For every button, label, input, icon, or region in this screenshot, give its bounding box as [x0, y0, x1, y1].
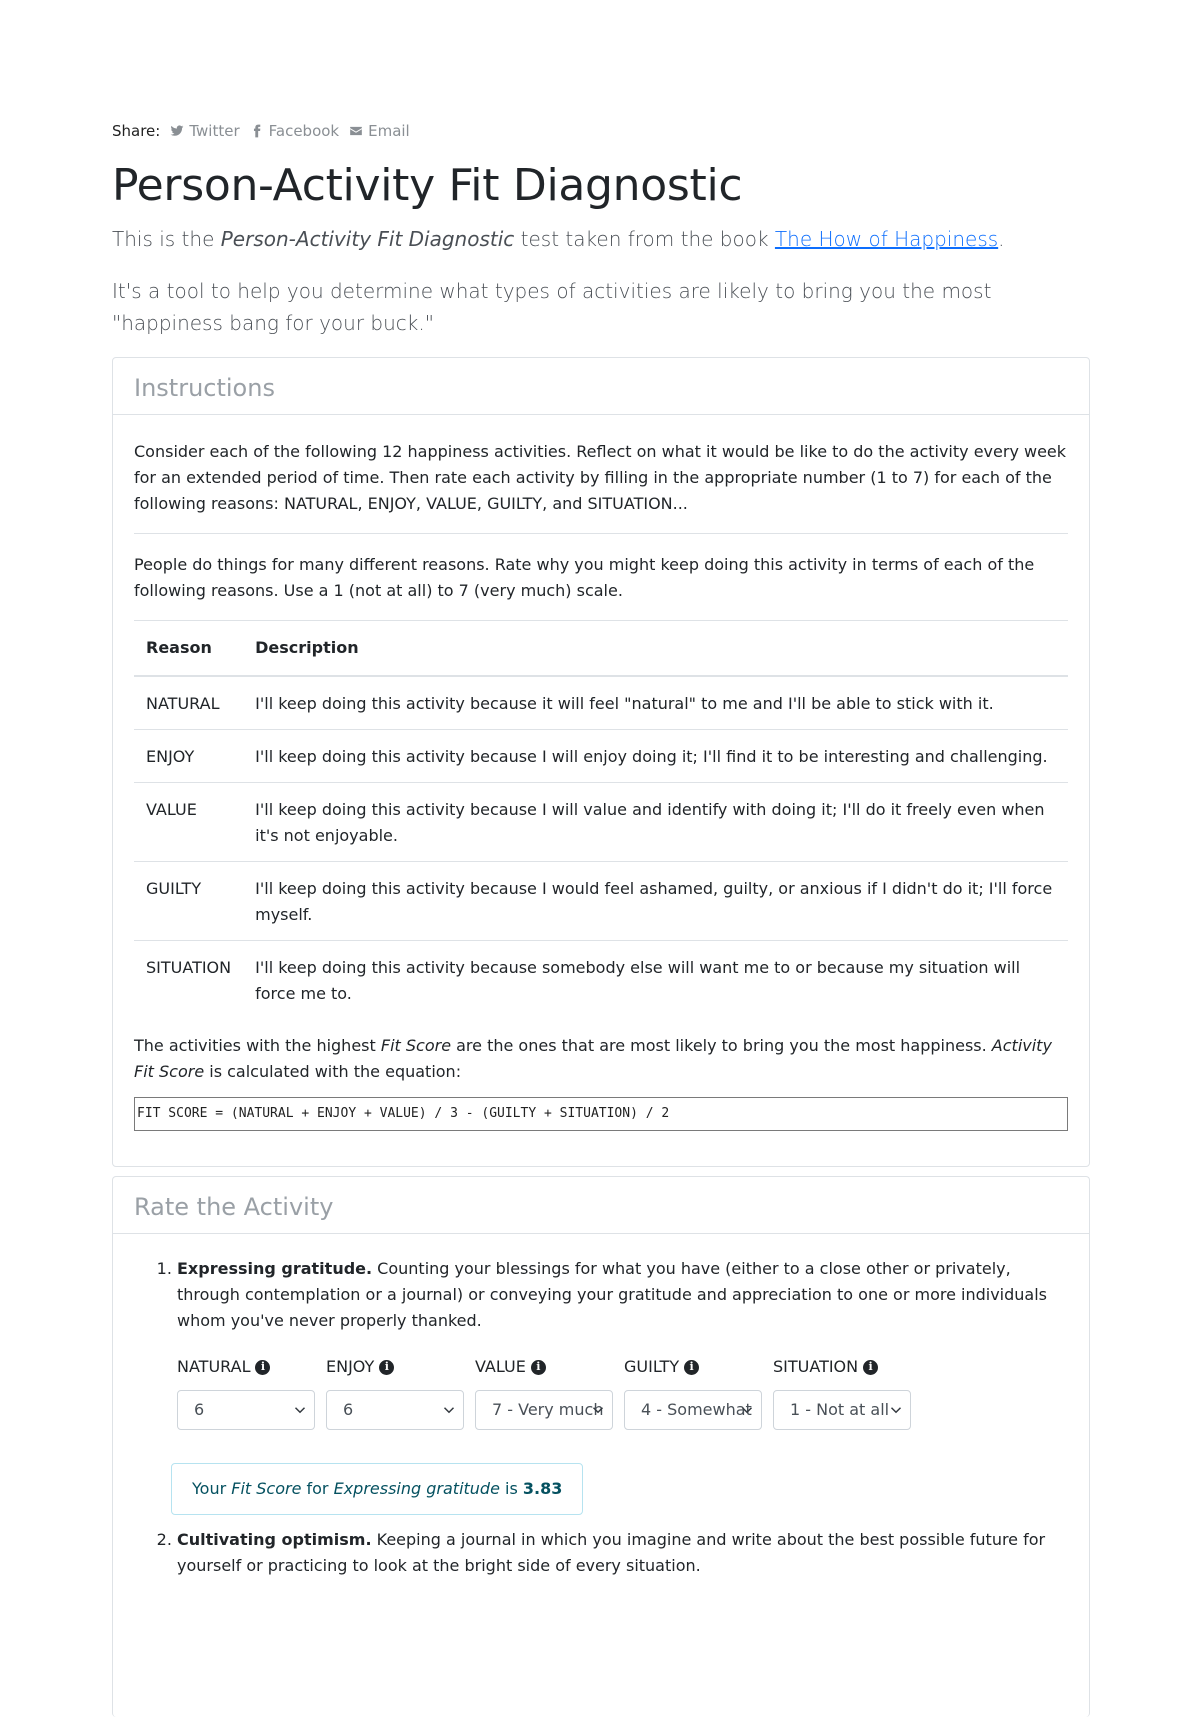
- chevron-down-icon: [443, 1404, 455, 1416]
- share-bar: [112, 122, 410, 140]
- table-row: [134, 730, 1068, 783]
- facebook-icon: [250, 124, 264, 138]
- twitter-label: Twitter: [189, 122, 240, 140]
- email-label: Email: [368, 122, 410, 140]
- facebook-link[interactable]: [250, 122, 339, 140]
- fit-score-result: Your Fit Score for Expressing gratitude is 3.83: [171, 1463, 583, 1515]
- table-header-reason: Reason: [134, 621, 243, 677]
- activity-item: [177, 1527, 1068, 1579]
- reasons-table: [134, 620, 1068, 1019]
- rating-guilty: [624, 1354, 762, 1430]
- table-row: [134, 941, 1068, 1020]
- rate-heading: Rate the Activity: [113, 1177, 1089, 1234]
- activity-description: Counting your blessings for what you have (either to a close other or privately, through contemplation or a journal) or conveying your gratitude and appreciation to one or more individuals whom you've never properly thanked.: [177, 1259, 1047, 1330]
- rating-label: SITUATION: [773, 1357, 859, 1376]
- fit-score-value: 3.83: [522, 1479, 563, 1498]
- reason-cell: GUILTY: [134, 862, 243, 941]
- rating-label: VALUE: [475, 1357, 526, 1376]
- instructions-heading: Instructions: [113, 358, 1089, 415]
- table-row: [134, 676, 1068, 730]
- guilty-select[interactable]: 4 - Somewhat: [624, 1390, 762, 1430]
- rate-card: [112, 1176, 1090, 1717]
- description-cell: I'll keep doing this activity because I would feel ashamed, guilty, or anxious if I didn't do it; I'll force myself.: [243, 862, 1068, 941]
- book-link[interactable]: The How of Happiness: [774, 227, 999, 251]
- instructions-card: [112, 357, 1090, 1167]
- twitter-link[interactable]: [170, 122, 239, 140]
- rating-label: ENJOY: [326, 1357, 375, 1376]
- description-cell: I'll keep doing this activity because it will feel "natural" to me and I'll be able to stick with it.: [243, 676, 1068, 730]
- table-row: [134, 783, 1068, 862]
- reason-cell: ENJOY: [134, 730, 243, 783]
- situation-select[interactable]: 1 - Not at all: [773, 1390, 911, 1430]
- ratings-row: [177, 1354, 1068, 1430]
- chevron-down-icon: [294, 1404, 306, 1416]
- divider: [134, 533, 1068, 534]
- info-icon[interactable]: i: [863, 1360, 878, 1375]
- natural-select[interactable]: 6: [177, 1390, 315, 1430]
- instructions-paragraph-2: People do things for many different reasons. Rate why you might keep doing this activity in terms of each of the following reasons. Use a 1 (not at all) to 7 (very much) scale.: [134, 555, 1035, 600]
- email-icon: [349, 124, 363, 138]
- share-label: Share:: [112, 122, 161, 140]
- description-cell: I'll keep doing this activity because somebody else will want me to or because my situation will force me to.: [255, 958, 1021, 1003]
- table-header-row: [134, 621, 1068, 677]
- info-icon[interactable]: i: [684, 1360, 699, 1375]
- info-icon[interactable]: i: [531, 1360, 546, 1375]
- intro-text: This is the Person-Activity Fit Diagnostic test taken from the book The How of Happiness.: [112, 227, 1005, 251]
- activity-description: Keeping a journal in which you imagine and write about the best possible future for yourself or practicing to look at the bright side of every situation.: [177, 1530, 1046, 1575]
- info-icon[interactable]: i: [255, 1360, 270, 1375]
- reason-cell: NATURAL: [134, 676, 243, 730]
- rating-natural: [177, 1354, 315, 1430]
- reason-cell: VALUE: [134, 783, 243, 862]
- subtitle-text: It's a tool to help you determine what types of activities are likely to bring you the most "happiness bang for your buck.": [112, 279, 992, 335]
- rating-enjoy: [326, 1354, 464, 1430]
- table-row: [134, 862, 1068, 941]
- activity-item: [177, 1256, 1068, 1527]
- table-header-description: Description: [243, 621, 1068, 677]
- rating-value: [475, 1354, 613, 1430]
- facebook-label: Facebook: [268, 122, 340, 140]
- reason-cell: SITUATION: [146, 958, 232, 977]
- rating-label: GUILTY: [624, 1357, 680, 1376]
- page-title: Person-Activity Fit Diagnostic: [112, 160, 743, 211]
- chevron-down-icon: [890, 1404, 902, 1416]
- activity-list: [134, 1256, 1068, 1579]
- fit-score-formula: FIT SCORE = (NATURAL + ENJOY + VALUE) / 3 - (GUILTY + SITUATION) / 2: [134, 1097, 1068, 1131]
- activity-title: Expressing gratitude.: [177, 1259, 373, 1278]
- rating-label: NATURAL: [177, 1357, 251, 1376]
- chevron-down-icon: [741, 1404, 753, 1416]
- description-cell: I'll keep doing this activity because I will enjoy doing it; I'll find it to be interesting and challenging.: [243, 730, 1068, 783]
- twitter-icon: [170, 124, 184, 138]
- description-cell: I'll keep doing this activity because I will value and identify with doing it; I'll do it freely even when it's not enjoyable.: [243, 783, 1068, 862]
- enjoy-select[interactable]: 6: [326, 1390, 464, 1430]
- email-link[interactable]: [349, 122, 410, 140]
- value-select[interactable]: 7 - Very much: [475, 1390, 613, 1430]
- rating-situation: [773, 1354, 911, 1430]
- activity-title: Cultivating optimism.: [177, 1530, 372, 1549]
- info-icon[interactable]: i: [379, 1360, 394, 1375]
- fit-score-explanation: The activities with the highest Fit Score are the ones that are most likely to bring you the most happiness. Activity Fit Score is calculated with the equation:: [134, 1036, 1052, 1081]
- instructions-paragraph-1: Consider each of the following 12 happiness activities. Reflect on what it would be like to do the activity every week for an extended period of time. Then rate each activity by filling in the appropriate number (1 to 7) for each of the following reasons: NATURAL, ENJOY, VALUE, GUILTY, and SITUATION...: [134, 442, 1067, 513]
- chevron-down-icon: [592, 1404, 604, 1416]
